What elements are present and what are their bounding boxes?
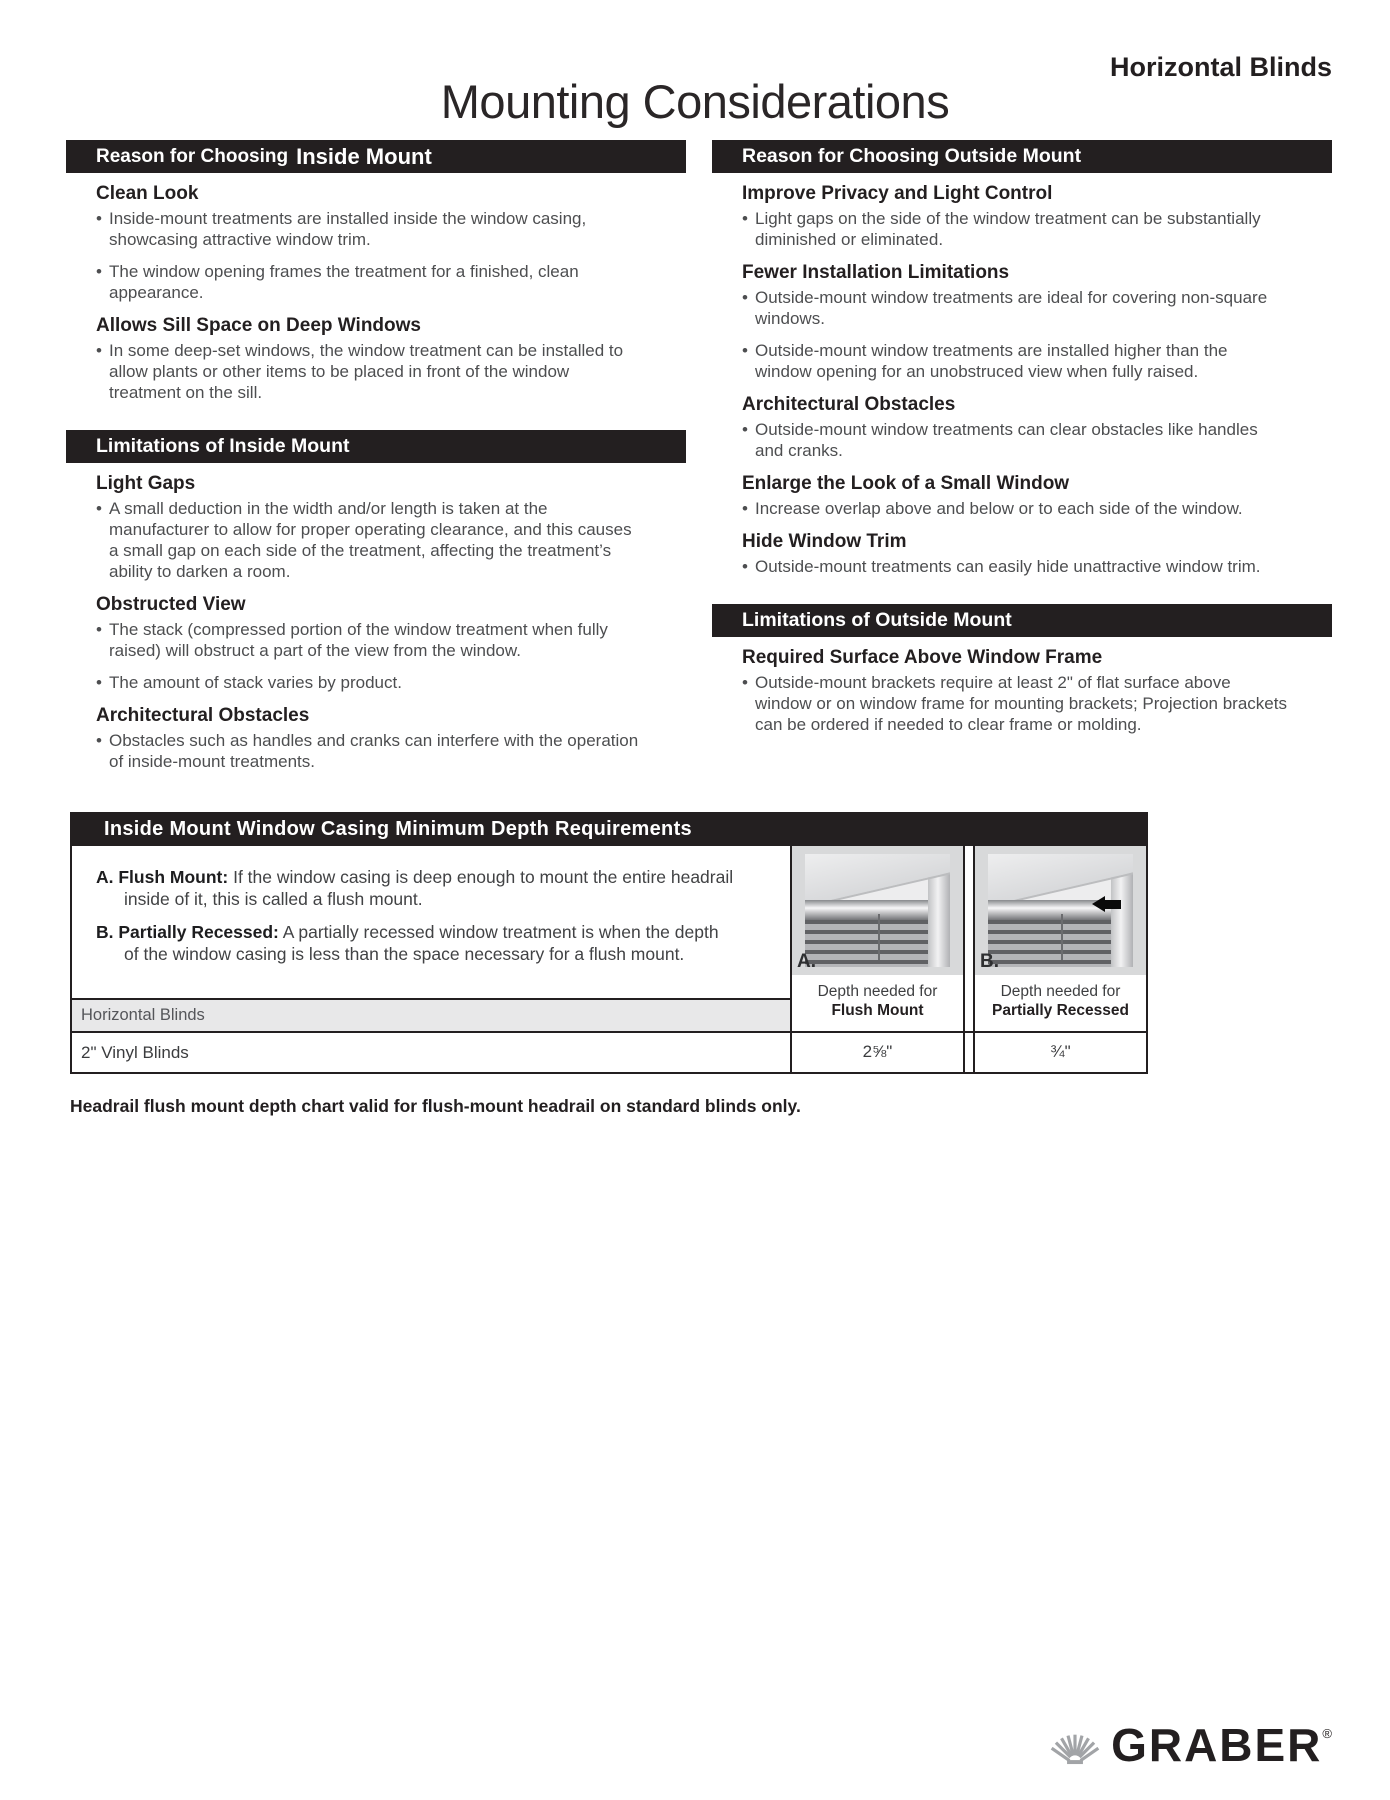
group-heading: Light Gaps	[96, 473, 196, 494]
caption-line2: Partially Recessed	[991, 1002, 1129, 1019]
flush-mount-text: If the window casing is deep enough to mount the entire headrail inside of it, this is called a flush mount.	[124, 867, 734, 909]
bullet-item	[742, 556, 1287, 577]
table-title: Inside Mount Window Casing Minimum Depth Requirements	[104, 817, 692, 840]
photo-art	[988, 854, 1133, 967]
bullet-text: • Light gaps on the side of the window treatment can be substantially diminished or eliminated.	[755, 209, 1261, 249]
footnote: Headrail flush mount depth chart valid for flush-mount headrail on standard blinds only.	[70, 1096, 801, 1116]
bullet-item	[96, 619, 641, 661]
bullet-text: • Increase overlap above and below or to each side of the window.	[755, 499, 1243, 518]
group-heading: Hide Window Trim	[742, 531, 907, 552]
bullet-item	[742, 340, 1287, 382]
section-header-label: Reason for Choosing Outside Mount	[742, 145, 1082, 167]
partially-recessed-depth-value: ¾"	[1050, 1041, 1071, 1061]
arrow-shaft	[1105, 900, 1121, 909]
brand-heading: Horizontal Blinds	[1110, 52, 1332, 82]
product-label: 2" Vinyl Blinds	[81, 1042, 189, 1062]
group-heading: Allows Sill Space on Deep Windows	[96, 315, 421, 336]
outside-limitations-content	[712, 646, 1332, 748]
bullet-text: • Outside-mount window treatments are ideal for covering non-square windows.	[755, 288, 1268, 328]
table-title-bar	[70, 812, 1148, 846]
arrow-tip	[1092, 896, 1105, 912]
bullet-item	[742, 287, 1287, 329]
inside-mount-column	[66, 140, 686, 785]
flush-mount-label: A. Flush Mount:	[96, 867, 229, 887]
tilt-wand	[878, 914, 880, 960]
graber-logo	[1048, 1719, 1332, 1771]
bullet-item	[742, 672, 1287, 735]
group-heading: Enlarge the Look of a Small Window	[742, 473, 1070, 494]
window-corner-photo-a	[792, 846, 963, 975]
outside-reasons-content	[712, 182, 1332, 590]
bullet-text: • Outside-mount treatments can easily hide unattractive window trim.	[755, 557, 1261, 576]
blind-headrail	[805, 900, 928, 920]
table-row-divider	[72, 1031, 1146, 1033]
group-heading: Required Surface Above Window Frame	[742, 647, 1103, 668]
group-heading: Architectural Obstacles	[96, 705, 310, 726]
section-header-inside-limitations	[66, 430, 686, 463]
figure-a-caption	[792, 975, 963, 1031]
section-header-emphasis: Inside Mount	[296, 143, 432, 169]
partially-recessed-definition	[96, 921, 734, 965]
bullet-item	[96, 730, 641, 772]
section-header-inside-reasons	[66, 140, 686, 173]
registered-mark: ®	[1322, 1726, 1332, 1741]
group-heading: Architectural Obstacles	[742, 394, 956, 415]
bullet-item	[742, 498, 1287, 519]
table-body	[70, 846, 1148, 1074]
figure-divider	[965, 846, 973, 1072]
bullet-text: • Obstacles such as handles and cranks can interfere with the operation of inside-mount treatments.	[109, 731, 639, 771]
caption-line1: Depth needed for	[817, 983, 938, 1000]
table-product-cell	[72, 1033, 790, 1072]
partially-recessed-label: B. Partially Recessed:	[96, 922, 279, 942]
bullet-item	[742, 419, 1287, 461]
window-corner-photo-b	[975, 846, 1146, 975]
group-heading: Clean Look	[96, 183, 199, 204]
bullet-text: • Outside-mount window treatments can clear obstacles like handles and cranks.	[755, 420, 1258, 460]
blind-slats	[805, 920, 928, 967]
section-header-prefix: Reason for Choosing	[96, 145, 289, 167]
graber-wordmark: GRABER	[1111, 1719, 1323, 1771]
figure-partially-recessed	[973, 846, 1146, 1072]
row-header-label: Horizontal Blinds	[81, 1006, 205, 1024]
bullet-item	[96, 261, 641, 303]
bullet-text: • The amount of stack varies by product.	[109, 673, 402, 692]
bullet-item	[96, 208, 641, 250]
table-description-cell	[72, 846, 790, 998]
caption-line1: Depth needed for	[1000, 983, 1121, 1000]
section-header-label: Limitations of Outside Mount	[742, 609, 1012, 631]
bullet-item	[742, 208, 1287, 250]
group-heading: Fewer Installation Limitations	[742, 262, 1010, 283]
flush-mount-definition	[96, 866, 734, 910]
figure-a-label: A.	[797, 951, 816, 972]
flush-depth-value: 2⅝"	[862, 1041, 893, 1061]
photo-art	[805, 854, 950, 967]
bullet-text: • The window opening frames the treatment for a finished, clean appearance.	[109, 262, 579, 302]
bullet-text: • The stack (compressed portion of the window treatment when fully raised) will obstruct a part of the view from the window.	[109, 620, 608, 660]
depth-requirements-table	[70, 812, 1148, 1074]
inside-limitations-content	[66, 472, 686, 785]
bullet-text: • Inside-mount treatments are installed inside the window casing, showcasing attractive window trim.	[109, 209, 587, 249]
group-heading: Obstructed View	[96, 594, 246, 615]
table-row-header	[72, 998, 790, 1031]
graber-sunburst-icon	[1048, 1724, 1102, 1766]
bullet-text: • A small deduction in the width and/or length is taken at the manufacturer to allow for proper operating clearance, and this causes a small gap on each side of the treatment, affecting the treatment’s ability to darken a room.	[109, 499, 632, 581]
page-title: Mounting Considerations	[440, 75, 950, 128]
bullet-text: • In some deep-set windows, the window treatment can be installed to allow plants or other items to be placed in front of the window treatment on the sill.	[109, 341, 624, 402]
bullet-item	[96, 672, 641, 693]
section-header-outside-reasons	[712, 140, 1332, 173]
bullet-text: • Outside-mount window treatments are installed higher than the window opening for an unobstruced view when fully raised.	[755, 341, 1228, 381]
blind-slats	[988, 920, 1111, 967]
bullet-text: • Outside-mount brackets require at least 2" of flat surface above window or on window frame for mounting brackets; Projection brackets can be ordered if needed to clear frame or molding.	[755, 673, 1287, 734]
section-header-outside-limitations	[712, 604, 1332, 637]
group-heading: Improve Privacy and Light Control	[742, 183, 1053, 204]
bullet-item	[96, 498, 641, 582]
figure-b-label: B.	[980, 951, 999, 972]
arrow-left-icon	[1092, 896, 1121, 912]
inside-reasons-content	[66, 182, 686, 416]
outside-mount-column	[712, 140, 1332, 748]
caption-line2: Flush Mount	[831, 1002, 924, 1019]
section-header-label: Limitations of Inside Mount	[96, 435, 350, 457]
tilt-wand	[1061, 914, 1063, 960]
figure-flush-mount	[790, 846, 965, 1072]
bullet-item	[96, 340, 641, 403]
partially-recessed-text: A partially recessed window treatment is when the depth of the window casing is less than the space necessary for a flush mount.	[124, 922, 719, 964]
figure-b-caption	[975, 975, 1146, 1031]
